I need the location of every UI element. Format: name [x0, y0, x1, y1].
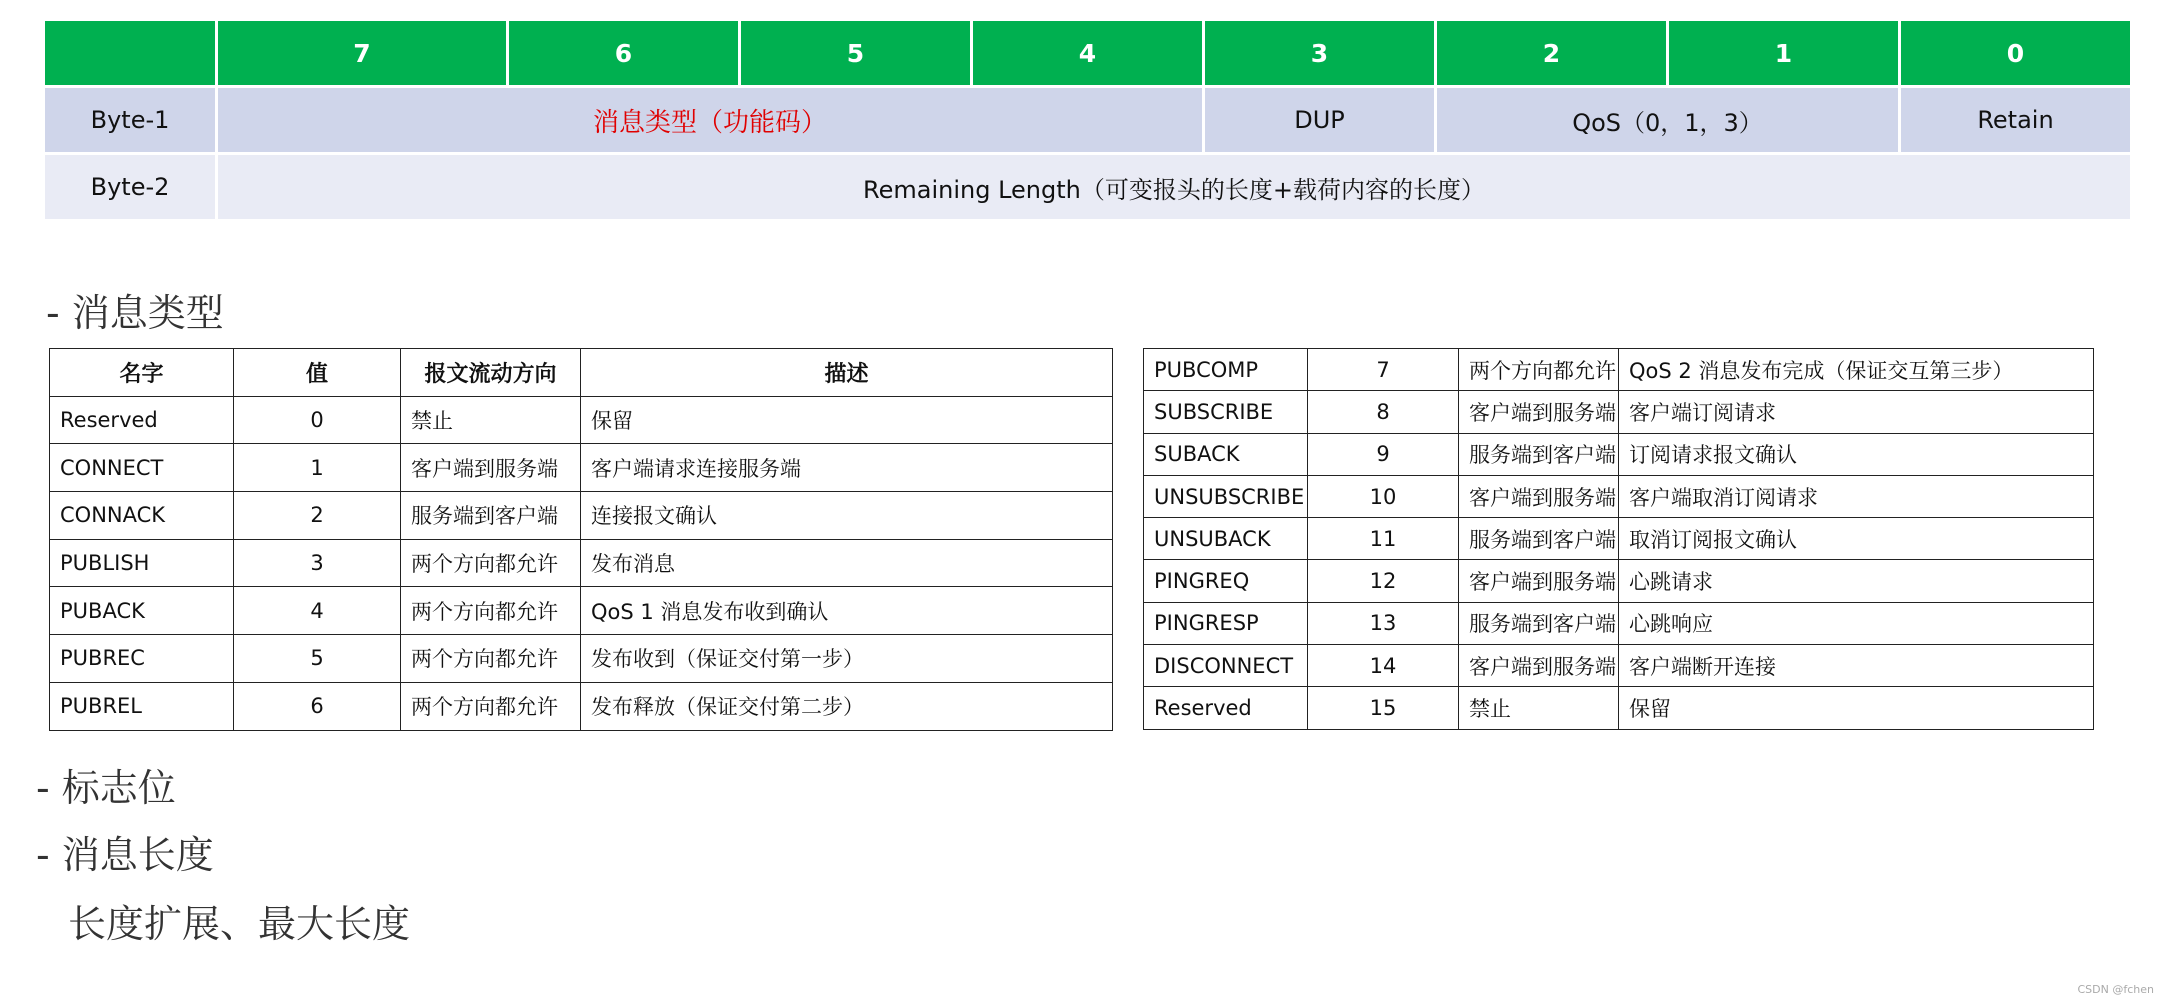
cell-description: 心跳响应 — [1619, 602, 2094, 644]
cell-description: 客户端请求连接服务端 — [581, 444, 1113, 492]
fixed-header-table — [42, 18, 2133, 222]
remaining-length-cell: Remaining Length（可变报头的长度+载荷内容的长度） — [218, 155, 2130, 219]
bit-7: 7 — [218, 21, 506, 85]
cell-direction: 禁止 — [1459, 687, 1619, 729]
bit-header-row — [45, 21, 2130, 85]
cell-value: 15 — [1308, 687, 1459, 729]
cell-direction: 两个方向都允许 — [401, 682, 581, 730]
cell-value: 13 — [1308, 602, 1459, 644]
cell-name: PUBREL — [50, 682, 234, 730]
cell-name: Reserved — [1144, 687, 1308, 729]
bit-0: 0 — [1901, 21, 2130, 85]
cell-description: 客户端订阅请求 — [1619, 391, 2094, 433]
cell-name: PUBLISH — [50, 539, 234, 587]
cell-description: 订阅请求报文确认 — [1619, 433, 2094, 475]
col-header-name: 名字 — [50, 349, 234, 397]
cell-name: Reserved — [50, 396, 234, 444]
retain-cell: Retain — [1901, 88, 2130, 152]
dup-cell: DUP — [1205, 88, 1434, 152]
cell-value: 4 — [234, 587, 401, 635]
table-row — [50, 444, 1113, 492]
cell-value: 8 — [1308, 391, 1459, 433]
byte1-label: Byte-1 — [45, 88, 215, 152]
cell-description: QoS 1 消息发布收到确认 — [581, 587, 1113, 635]
cell-value: 7 — [1308, 349, 1459, 391]
cell-value: 14 — [1308, 645, 1459, 687]
cell-name: PUBACK — [50, 587, 234, 635]
bit-5: 5 — [741, 21, 970, 85]
cell-description: 客户端取消订阅请求 — [1619, 475, 2094, 517]
cell-direction: 服务端到客户端 — [1459, 518, 1619, 560]
table-row — [1144, 349, 2094, 391]
cell-description: 连接报文确认 — [581, 492, 1113, 540]
bit-3: 3 — [1205, 21, 1434, 85]
table-row — [1144, 645, 2094, 687]
table-header-row — [50, 349, 1113, 397]
cell-direction: 客户端到服务端 — [401, 444, 581, 492]
cell-name: DISCONNECT — [1144, 645, 1308, 687]
table-row — [50, 635, 1113, 683]
cell-name: PUBCOMP — [1144, 349, 1308, 391]
cell-name: PINGRESP — [1144, 602, 1308, 644]
cell-value: 1 — [234, 444, 401, 492]
bit-4: 4 — [973, 21, 1202, 85]
cell-direction: 两个方向都允许 — [401, 635, 581, 683]
table-row — [1144, 560, 2094, 602]
cell-value: 11 — [1308, 518, 1459, 560]
table-row — [50, 587, 1113, 635]
table-row — [50, 682, 1113, 730]
cell-direction: 服务端到客户端 — [1459, 602, 1619, 644]
message-type-table-left — [49, 348, 1113, 731]
cell-description: 发布收到（保证交付第一步） — [581, 635, 1113, 683]
bit-2: 2 — [1437, 21, 1666, 85]
bit-6: 6 — [509, 21, 738, 85]
cell-name: CONNACK — [50, 492, 234, 540]
table-row — [1144, 518, 2094, 560]
cell-value: 6 — [234, 682, 401, 730]
qos-cell: QoS（0，1，3） — [1437, 88, 1898, 152]
col-header-value: 值 — [234, 349, 401, 397]
cell-description: 保留 — [1619, 687, 2094, 729]
cell-direction: 禁止 — [401, 396, 581, 444]
cell-name: PUBREC — [50, 635, 234, 683]
message-type-table-right — [1143, 348, 2094, 730]
cell-direction: 两个方向都允许 — [401, 587, 581, 635]
table-row — [1144, 475, 2094, 517]
table-row — [1144, 391, 2094, 433]
cell-value: 9 — [1308, 433, 1459, 475]
bit-1: 1 — [1669, 21, 1898, 85]
byte2-row — [45, 155, 2130, 219]
section-message-length: - 消息长度 — [36, 833, 214, 877]
cell-value: 10 — [1308, 475, 1459, 517]
cell-description: 发布消息 — [581, 539, 1113, 587]
cell-description: 保留 — [581, 396, 1113, 444]
cell-direction: 客户端到服务端 — [1459, 645, 1619, 687]
cell-description: 客户端断开连接 — [1619, 645, 2094, 687]
cell-description: 发布释放（保证交付第二步） — [581, 682, 1113, 730]
cell-name: UNSUBACK — [1144, 518, 1308, 560]
cell-direction: 两个方向都允许 — [1459, 349, 1619, 391]
cell-name: SUBACK — [1144, 433, 1308, 475]
cell-name: UNSUBSCRIBE — [1144, 475, 1308, 517]
col-header-direction: 报文流动方向 — [401, 349, 581, 397]
col-header-description: 描述 — [581, 349, 1113, 397]
section-message-type: - 消息类型 — [46, 291, 224, 335]
table-row — [50, 396, 1113, 444]
bit-corner-cell — [45, 21, 215, 85]
table-row — [1144, 602, 2094, 644]
section-flags: - 标志位 — [36, 766, 176, 810]
cell-value: 12 — [1308, 560, 1459, 602]
table-row — [50, 492, 1113, 540]
table-row — [1144, 433, 2094, 475]
cell-direction: 客户端到服务端 — [1459, 560, 1619, 602]
cell-name: PINGREQ — [1144, 560, 1308, 602]
cell-description: QoS 2 消息发布完成（保证交互第三步） — [1619, 349, 2094, 391]
table-row — [50, 539, 1113, 587]
cell-direction: 两个方向都允许 — [401, 539, 581, 587]
table-row — [1144, 687, 2094, 729]
message-type-cell: 消息类型（功能码） — [218, 88, 1202, 152]
cell-value: 5 — [234, 635, 401, 683]
cell-value: 2 — [234, 492, 401, 540]
cell-value: 3 — [234, 539, 401, 587]
watermark: CSDN @fchen — [2077, 983, 2154, 996]
cell-description: 心跳请求 — [1619, 560, 2094, 602]
byte2-label: Byte-2 — [45, 155, 215, 219]
cell-direction: 客户端到服务端 — [1459, 391, 1619, 433]
cell-description: 取消订阅报文确认 — [1619, 518, 2094, 560]
cell-direction: 服务端到客户端 — [401, 492, 581, 540]
cell-name: CONNECT — [50, 444, 234, 492]
byte1-row — [45, 88, 2130, 152]
section-length-extension: 长度扩展、最大长度 — [68, 902, 411, 946]
cell-value: 0 — [234, 396, 401, 444]
cell-direction: 客户端到服务端 — [1459, 475, 1619, 517]
cell-name: SUBSCRIBE — [1144, 391, 1308, 433]
cell-direction: 服务端到客户端 — [1459, 433, 1619, 475]
